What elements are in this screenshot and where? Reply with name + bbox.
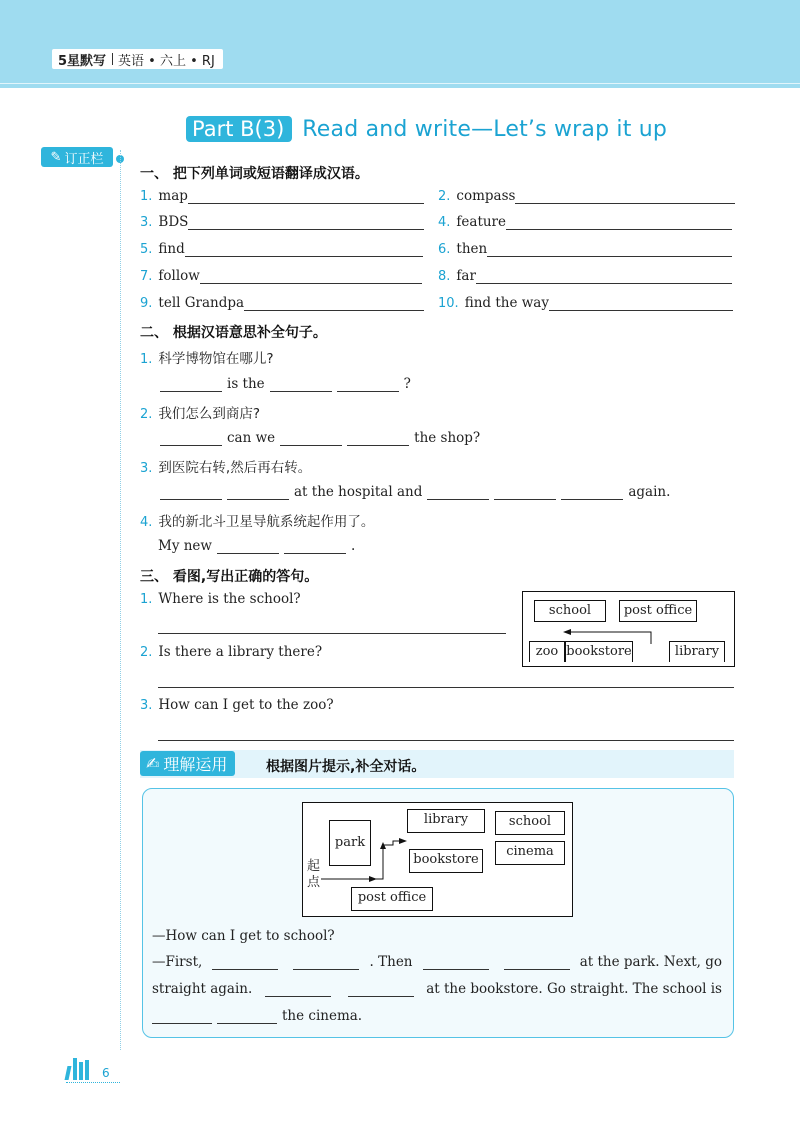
s2-q4-sentence: [158, 538, 355, 554]
section1-heading: 一、 把下列单词或短语翻译成汉语。: [140, 166, 369, 182]
item-word: map: [158, 188, 188, 204]
sentence-text: can we: [227, 430, 276, 446]
item-word: feature: [456, 214, 507, 230]
map-library: library: [407, 809, 485, 833]
dotted-margin-line: [120, 150, 121, 1050]
pencil-icon: ✎: [50, 149, 62, 165]
s1-item-9: [140, 295, 424, 311]
s1-item-6: [438, 241, 732, 257]
badge-separator: [112, 53, 113, 65]
item-number: 3.: [140, 215, 153, 230]
sentence-text: My new: [158, 538, 212, 554]
notebook-icon: ✍: [146, 754, 160, 773]
s2-q2-sentence: [155, 430, 480, 446]
sentence-text: again.: [628, 484, 671, 500]
item-number: 10.: [438, 296, 459, 311]
section2-heading: 二、 根据汉语意思补全句子。: [140, 325, 327, 341]
item-number: 1.: [140, 592, 153, 607]
blank[interactable]: [348, 982, 414, 997]
question-text: How can I get to the zoo?: [158, 697, 334, 713]
blank[interactable]: [504, 955, 570, 970]
item-number: 5.: [140, 242, 153, 257]
sentence-text: is the: [227, 376, 265, 392]
s1-item-1: [140, 188, 424, 204]
item-number: 1.: [140, 189, 153, 204]
answer-line[interactable]: [200, 269, 422, 284]
s1-item-10: [438, 295, 733, 311]
map-post-office: post office: [351, 887, 433, 911]
subject-label: 英语 • 六上 • RJ: [118, 53, 215, 69]
answer-line[interactable]: [549, 296, 733, 311]
map-school: school: [534, 600, 606, 622]
item-word: then: [456, 241, 488, 257]
apply-label: [140, 751, 235, 776]
blank[interactable]: [427, 485, 489, 500]
side-label-text: 订正栏: [64, 151, 104, 167]
chinese-sentence: 我们怎么到商店?: [158, 406, 261, 422]
item-number: 6.: [438, 242, 451, 257]
apply-instruction: 根据图片提示,补全对话。: [266, 759, 426, 775]
blank[interactable]: [217, 539, 279, 554]
s1-item-3: [140, 214, 424, 230]
map-apply: [302, 802, 573, 917]
blank[interactable]: [160, 431, 222, 446]
blank[interactable]: [152, 1009, 212, 1024]
item-word: tell Grandpa: [158, 295, 245, 311]
dialog-line-1: —How can I get to school?: [152, 928, 335, 944]
answer-line[interactable]: [185, 242, 423, 257]
item-number: 7.: [140, 269, 153, 284]
blank[interactable]: [227, 485, 289, 500]
item-number: 2.: [140, 407, 153, 422]
dialog-line-2: [152, 954, 722, 970]
answer-line[interactable]: [515, 189, 735, 204]
chinese-sentence: 到医院右转,然后再右转。: [158, 460, 312, 476]
answer-line[interactable]: [506, 215, 732, 230]
s3-q3: [140, 697, 334, 713]
brand-name: 5星默写: [58, 53, 107, 69]
s2-q1-prompt: [140, 347, 274, 367]
map-library: library: [669, 641, 725, 662]
route-arrow: [303, 803, 572, 916]
chinese-sentence: 科学博物馆在哪儿?: [158, 351, 274, 367]
s2-q3-prompt: [140, 456, 311, 476]
dialog-text: at the park. Next, go: [579, 954, 722, 970]
answer-line[interactable]: [476, 269, 732, 284]
sentence-text: the shop?: [414, 430, 481, 446]
answer-line[interactable]: [158, 740, 734, 741]
item-number: 8.: [438, 269, 451, 284]
blank[interactable]: [423, 955, 489, 970]
map-bookstore: bookstore: [565, 641, 633, 662]
dialog-text: straight again.: [152, 981, 253, 997]
map-start: 起点: [307, 859, 321, 890]
dialog-text: at the bookstore. Go straight. The school is: [426, 981, 722, 997]
footer-dotted-line: [66, 1082, 120, 1083]
answer-line[interactable]: [487, 242, 732, 257]
blank[interactable]: [160, 377, 222, 392]
s3-q1: [140, 591, 301, 607]
map-park: park: [329, 820, 371, 866]
footer-book-icon: [66, 1058, 92, 1080]
answer-line[interactable]: [188, 189, 424, 204]
item-number: 3.: [140, 461, 153, 476]
sentence-text: .: [350, 538, 356, 554]
blank[interactable]: [284, 539, 346, 554]
map-post-office: post office: [619, 600, 697, 622]
page-number: 6: [102, 1066, 110, 1080]
blank[interactable]: [212, 955, 278, 970]
apply-label-text: 理解运用: [163, 755, 228, 774]
s2-q3-sentence: [155, 484, 670, 500]
dialog-text: . Then: [369, 954, 413, 970]
blank[interactable]: [494, 485, 556, 500]
blank[interactable]: [270, 377, 332, 392]
answer-line[interactable]: [244, 296, 424, 311]
title-text: Read and write—Let’s wrap it up: [302, 116, 668, 142]
dialog-line-4: [152, 1008, 722, 1024]
blank[interactable]: [347, 431, 409, 446]
item-number: 2.: [140, 645, 153, 660]
s2-q4-prompt: [140, 510, 374, 530]
sentence-text: ?: [403, 376, 411, 392]
s1-item-8: [438, 268, 732, 284]
blank[interactable]: [337, 377, 399, 392]
dialog-line-3: [152, 981, 722, 997]
item-number: 4.: [438, 215, 451, 230]
correction-column-label: [41, 147, 113, 167]
blank[interactable]: [160, 485, 222, 500]
header-divider: [0, 83, 800, 84]
map-bookstore: bookstore: [409, 849, 483, 873]
question-text: Where is the school?: [158, 591, 301, 607]
item-number: 9.: [140, 296, 153, 311]
item-number: 3.: [140, 698, 153, 713]
blank[interactable]: [561, 485, 623, 500]
s1-item-4: [438, 214, 732, 230]
item-word: compass: [456, 188, 516, 204]
blank[interactable]: [293, 955, 359, 970]
map-zoo: zoo: [529, 641, 565, 662]
item-word: far: [456, 268, 476, 284]
chinese-sentence: 我的新北斗卫星导航系统起作用了。: [158, 514, 375, 530]
answer-line[interactable]: [158, 687, 734, 688]
map-school: school: [495, 811, 565, 835]
item-word: find: [158, 241, 185, 257]
s2-q1-sentence: [155, 376, 411, 392]
dialog-text: —First,: [152, 954, 203, 970]
map-cinema: cinema: [495, 841, 565, 865]
book-badge: [52, 49, 223, 69]
s1-item-7: [140, 268, 422, 284]
sentence-text: at the hospital and: [294, 484, 423, 500]
question-text: Is there a library there?: [158, 644, 323, 660]
dialog-text: the cinema.: [282, 1008, 363, 1024]
item-number: 4.: [140, 515, 153, 530]
item-word: find the way: [464, 295, 549, 311]
answer-line[interactable]: [158, 633, 506, 634]
map-section3: [522, 591, 735, 667]
s1-item-5: [140, 241, 423, 257]
s1-item-2: [438, 188, 735, 204]
route-arrow: [523, 592, 734, 666]
answer-line[interactable]: [188, 215, 424, 230]
item-number: 1.: [140, 352, 153, 367]
blank[interactable]: [217, 1009, 277, 1024]
blank[interactable]: [280, 431, 342, 446]
item-word: follow: [158, 268, 200, 284]
part-label: Part B(3): [186, 116, 292, 142]
s3-q2: [140, 644, 322, 660]
item-word: BDS: [158, 214, 189, 230]
s2-q2-prompt: [140, 402, 260, 422]
section3-heading: 三、 看图,写出正确的答句。: [140, 569, 319, 585]
page-title: [186, 116, 667, 142]
blank[interactable]: [265, 982, 331, 997]
item-number: 2.: [438, 189, 451, 204]
header-band: [0, 0, 800, 88]
